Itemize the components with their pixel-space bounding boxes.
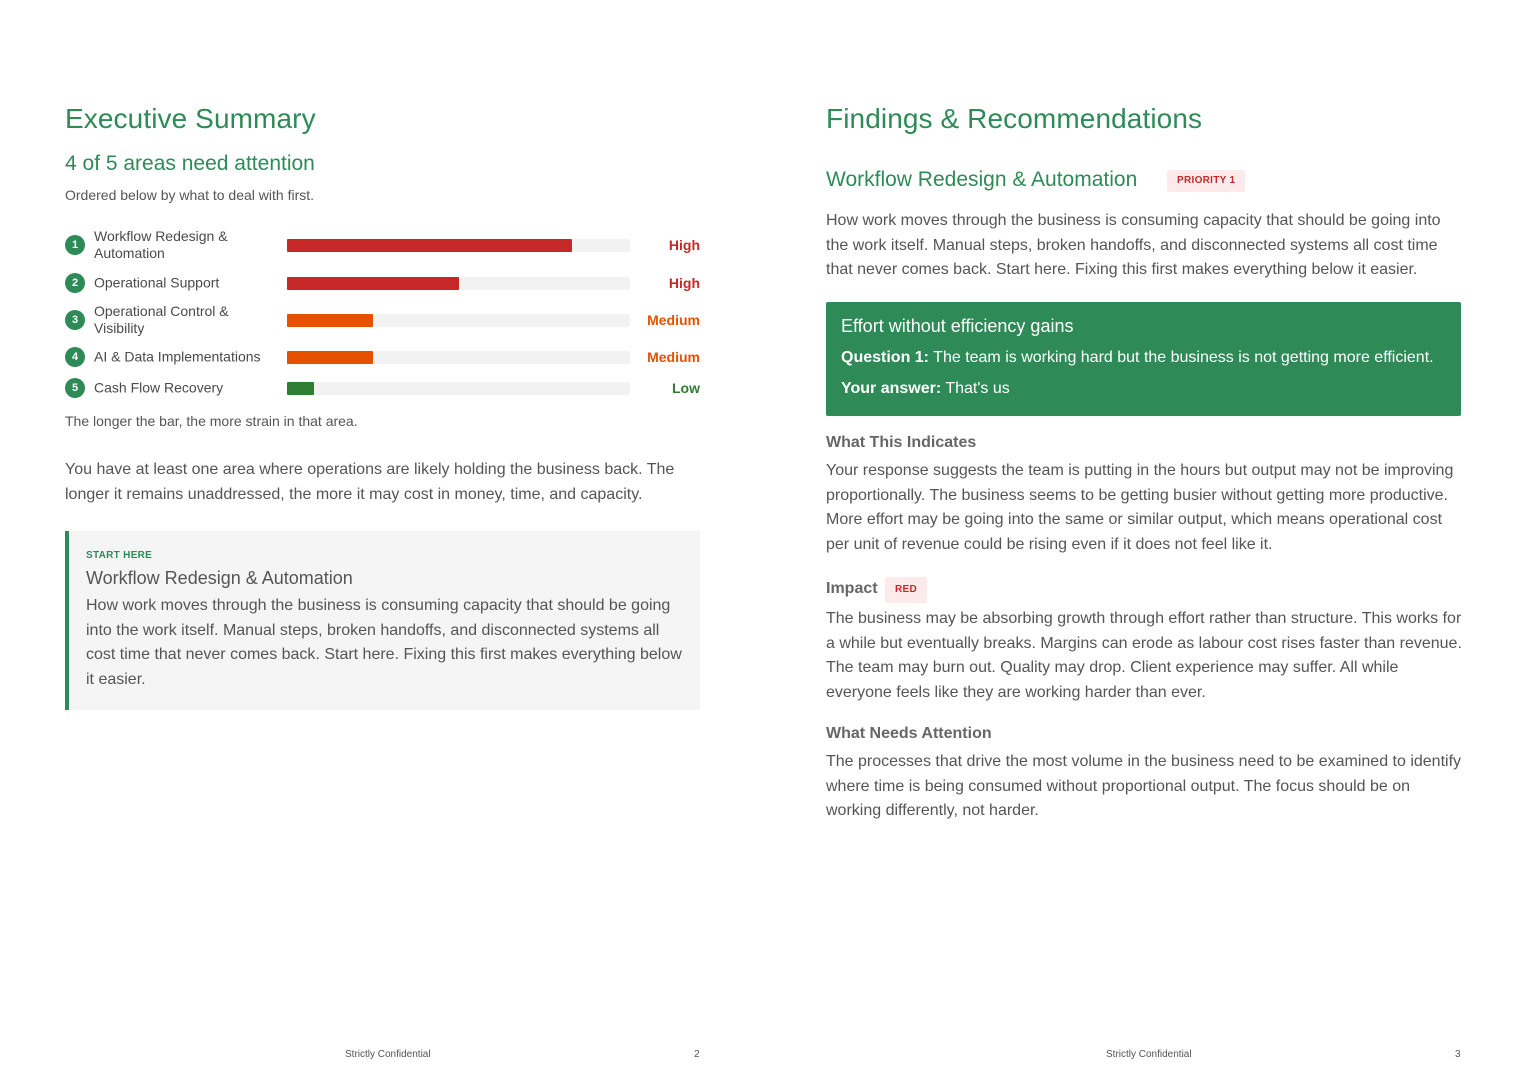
rank-badge: 4 <box>65 347 85 367</box>
question-box-title: Effort without efficiency gains <box>841 316 1074 336</box>
strain-bar-fill <box>287 382 314 395</box>
area-row <box>65 373 700 403</box>
summary-paragraph: You have at least one area where operations are likely holding the business back. The longer it remains unaddressed, the more it may cost in money, time, and capacity. <box>65 461 675 503</box>
attention-heading: What Needs Attention <box>826 725 992 742</box>
question-box <box>826 302 1461 416</box>
strain-bar-track <box>287 351 630 364</box>
rank-badge: 1 <box>65 235 85 255</box>
summary-intro: Ordered below by what to deal with first. <box>65 187 315 203</box>
answer-label: Your answer: <box>841 380 942 397</box>
page-number: 2 <box>694 1049 700 1060</box>
page-number: 3 <box>1455 1049 1461 1060</box>
priority-badge: PRIORITY 1 <box>1167 170 1245 192</box>
question-label: Question 1: <box>841 349 930 366</box>
footer-confidential: Strictly Confidential <box>1106 1049 1192 1060</box>
answer-line <box>841 380 1010 398</box>
area-row <box>65 305 700 335</box>
strain-level: Medium <box>647 312 700 328</box>
area-label: Workflow Redesign & Automation <box>94 228 228 261</box>
strain-level: Medium <box>647 349 700 365</box>
strain-bar-track <box>287 277 630 290</box>
strain-bar-track <box>287 314 630 327</box>
strain-bar-fill <box>287 351 373 364</box>
bar-legend-note: The longer the bar, the more strain in that area. <box>65 413 358 429</box>
area-label: Operational Control & Visibility <box>94 303 229 336</box>
rank-badge: 2 <box>65 273 85 293</box>
indicates-heading: What This Indicates <box>826 434 977 451</box>
rank-badge: 5 <box>65 378 85 398</box>
impact-text: The business may be absorbing growth through effort rather than structure. This works for a while but eventually breaks. Margins can erode as labour cost rises faster than revenue. The team may burn out. Quality may drop. Client experience may suffer. All while everyone feels like they are working harder than ever. <box>826 610 1462 701</box>
strain-bar-fill <box>287 277 459 290</box>
answer-text: That's us <box>945 380 1010 397</box>
strain-level: Low <box>672 380 700 396</box>
strain-bar-track <box>287 239 630 252</box>
callout-title: Workflow Redesign & Automation <box>86 568 353 588</box>
page-title: Findings & Recommendations <box>826 103 1203 134</box>
strain-bar-track <box>287 382 630 395</box>
strain-bar-fill <box>287 239 572 252</box>
page-title: Executive Summary <box>65 103 316 134</box>
summary-subtitle: 4 of 5 areas need attention <box>65 152 315 175</box>
area-row <box>65 342 700 372</box>
area-row <box>65 268 700 298</box>
strain-level: High <box>668 275 700 291</box>
page-findings <box>761 0 1529 1078</box>
footer-confidential: Strictly Confidential <box>345 1049 431 1060</box>
impact-badge: RED <box>885 577 927 603</box>
strain-level: High <box>668 237 700 253</box>
attention-text: The processes that drive the most volume in the business need to be examined to identify where time is being consumed without proportional output. The focus should be on working differently, not harder. <box>826 753 1462 819</box>
area-label: Cash Flow Recovery <box>94 379 224 396</box>
impact-heading: Impact <box>826 580 878 597</box>
rank-badge: 3 <box>65 310 85 330</box>
section-intro: How work moves through the business is consuming capacity that should be going into the work itself. Manual steps, broken handoffs, and disconnected systems all cost time that never comes back. Start here. Fixing this first makes everything below it easier. <box>826 212 1441 278</box>
callout-tag: START HERE <box>86 550 153 561</box>
question-line <box>841 349 1434 367</box>
indicates-text: Your response suggests the team is putting in the hours but output may not be improving proportionally. The business seems to be getting busier without getting more productive. More effort may be going into the same or similar output, which means operational cost per unit of revenue could be rising even if it does not feel like it. <box>826 462 1454 553</box>
area-label: Operational Support <box>94 274 220 291</box>
question-text: The team is working hard but the business is not getting more efficient. <box>933 349 1434 366</box>
callout-text: How work moves through the business is consuming capacity that should be going into the work itself. Manual steps, broken handoffs, and disconnected systems all cost time that never comes back. Start here. Fixing this first makes everything below it easier. <box>86 597 682 688</box>
area-row <box>65 230 700 260</box>
section-title: Workflow Redesign & Automation <box>826 168 1138 191</box>
strain-bar-fill <box>287 314 373 327</box>
area-label: AI & Data Implementations <box>94 348 261 365</box>
start-here-callout <box>65 531 700 710</box>
